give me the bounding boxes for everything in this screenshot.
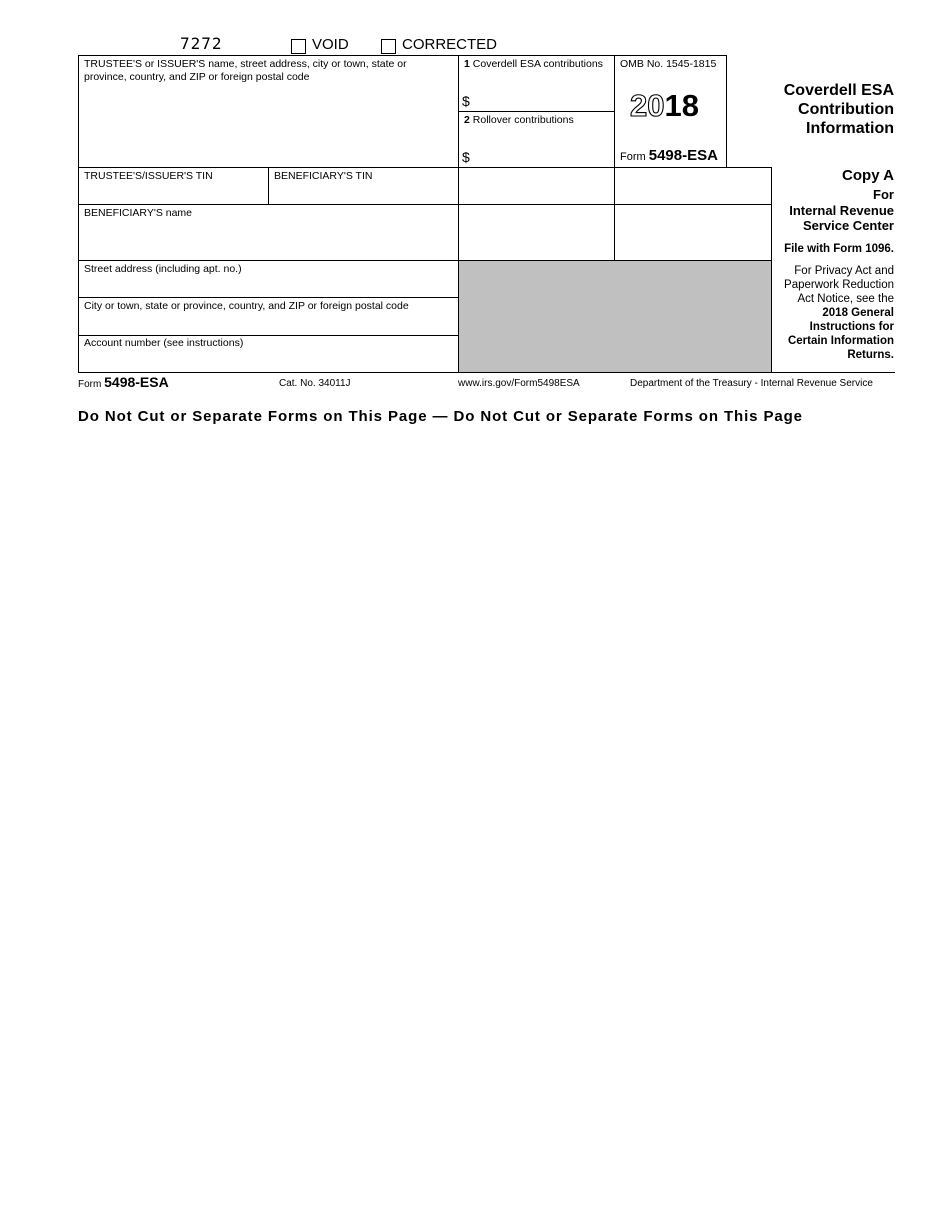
grid-hline-167 xyxy=(78,167,771,168)
tax-year-outline: 20 xyxy=(630,88,665,123)
form-code: 7272 xyxy=(180,34,223,53)
box1-label xyxy=(464,58,603,71)
footer-department: Department of the Treasury - Internal Revenue Service xyxy=(630,378,873,389)
city-label: City or town, state or province, country, and ZIP or foreign postal code xyxy=(84,300,409,312)
grid-vline-614 xyxy=(614,55,615,261)
grid-hline-box1-box2 xyxy=(458,111,614,112)
grid-vline-268 xyxy=(268,167,269,205)
form-number-header: 5498-ESA xyxy=(648,147,718,164)
grid-left-border xyxy=(78,55,79,373)
privacy-bold1: 2018 General xyxy=(822,307,894,319)
footer-form-number: 5498-ESA xyxy=(104,374,169,390)
footer-form-id xyxy=(78,374,169,393)
irs-center-line1: Internal Revenue xyxy=(789,203,894,218)
grid-bottom-border xyxy=(78,372,895,373)
tax-year-bold: 18 xyxy=(664,88,699,123)
box1-number: 1 xyxy=(464,58,470,70)
street-address-label: Street address (including apt. no.) xyxy=(84,263,242,275)
irs-center-line2: Service Center xyxy=(802,218,894,233)
grid-hline-335 xyxy=(78,335,458,336)
trustee-name-address-label: TRUSTEE'S or ISSUER'S name, street address, city or town, state or province, country, and ZIP or foreign postal code xyxy=(84,58,407,83)
beneficiary-tin-field[interactable] xyxy=(270,184,456,203)
void-label: VOID xyxy=(312,36,349,53)
corrected-label: CORRECTED xyxy=(402,36,498,53)
privacy-notice xyxy=(764,264,894,362)
omb-number: OMB No. 1545-1815 xyxy=(620,58,717,70)
privacy-bold3: Certain Information xyxy=(787,335,894,347)
file-with-label: File with Form 1096. xyxy=(784,243,894,255)
city-field[interactable] xyxy=(80,315,456,334)
blank-cell-2[interactable] xyxy=(616,169,770,203)
form-title-line3: Information xyxy=(806,120,894,137)
form-title-line1: Coverdell ESA xyxy=(783,82,894,99)
form-title-line2: Contribution xyxy=(798,101,894,118)
blank-cell-4[interactable] xyxy=(616,206,770,259)
trustee-tin-field[interactable] xyxy=(80,184,266,203)
box1-text: Coverdell ESA contributions xyxy=(472,58,603,70)
box2-number: 2 xyxy=(464,114,470,126)
account-number-field[interactable] xyxy=(80,352,456,371)
street-address-field[interactable] xyxy=(80,278,456,296)
footer-form-word: Form xyxy=(78,379,102,390)
blank-cell-3[interactable] xyxy=(460,206,613,259)
form-word-header: Form xyxy=(620,151,646,163)
box2-rollover-contributions-field[interactable] xyxy=(475,130,612,165)
privacy-bold2: Instructions for xyxy=(809,321,894,333)
copy-for-label: For xyxy=(873,187,894,202)
box2-label xyxy=(464,114,574,127)
void-checkbox[interactable] xyxy=(291,39,306,54)
privacy-line3: Act Notice, see the xyxy=(797,293,894,305)
tax-year xyxy=(630,88,699,124)
privacy-line2: Paperwork Reduction xyxy=(784,279,894,291)
form-id-header xyxy=(620,147,718,164)
grid-hline-205 xyxy=(78,204,771,205)
beneficiary-tin-label: BENEFICIARY'S TIN xyxy=(274,170,373,182)
shaded-unused-area xyxy=(459,261,771,372)
trustee-tin-label: TRUSTEE'S/ISSUER'S TIN xyxy=(84,170,213,182)
beneficiary-name-field[interactable] xyxy=(80,222,456,259)
box1-dollar-sign: $ xyxy=(462,93,470,109)
box2-text: Rollover contributions xyxy=(472,114,574,126)
account-number-label: Account number (see instructions) xyxy=(84,337,244,349)
grid-top-border xyxy=(78,55,727,56)
do-not-cut-notice: Do Not Cut or Separate Forms on This Page — Do Not Cut or Separate Forms on This Page xyxy=(78,408,803,425)
box2-dollar-sign: $ xyxy=(462,149,470,165)
privacy-bold4: Returns. xyxy=(847,349,894,361)
beneficiary-name-label: BENEFICIARY'S name xyxy=(84,207,193,219)
trustee-name-address-field[interactable] xyxy=(80,85,456,165)
box1-coverdell-contributions-field[interactable] xyxy=(475,75,612,109)
grid-hline-297 xyxy=(78,297,458,298)
copy-a-label: Copy A xyxy=(842,167,894,184)
irs-center-label xyxy=(774,203,894,233)
grid-vline-726 xyxy=(726,55,727,168)
footer-url: www.irs.gov/Form5498ESA xyxy=(458,378,580,389)
form-title xyxy=(740,81,894,138)
corrected-checkbox[interactable] xyxy=(381,39,396,54)
privacy-line1: For Privacy Act and xyxy=(794,265,894,277)
blank-cell-1[interactable] xyxy=(460,169,613,203)
footer-cat-no: Cat. No. 34011J xyxy=(279,378,351,389)
